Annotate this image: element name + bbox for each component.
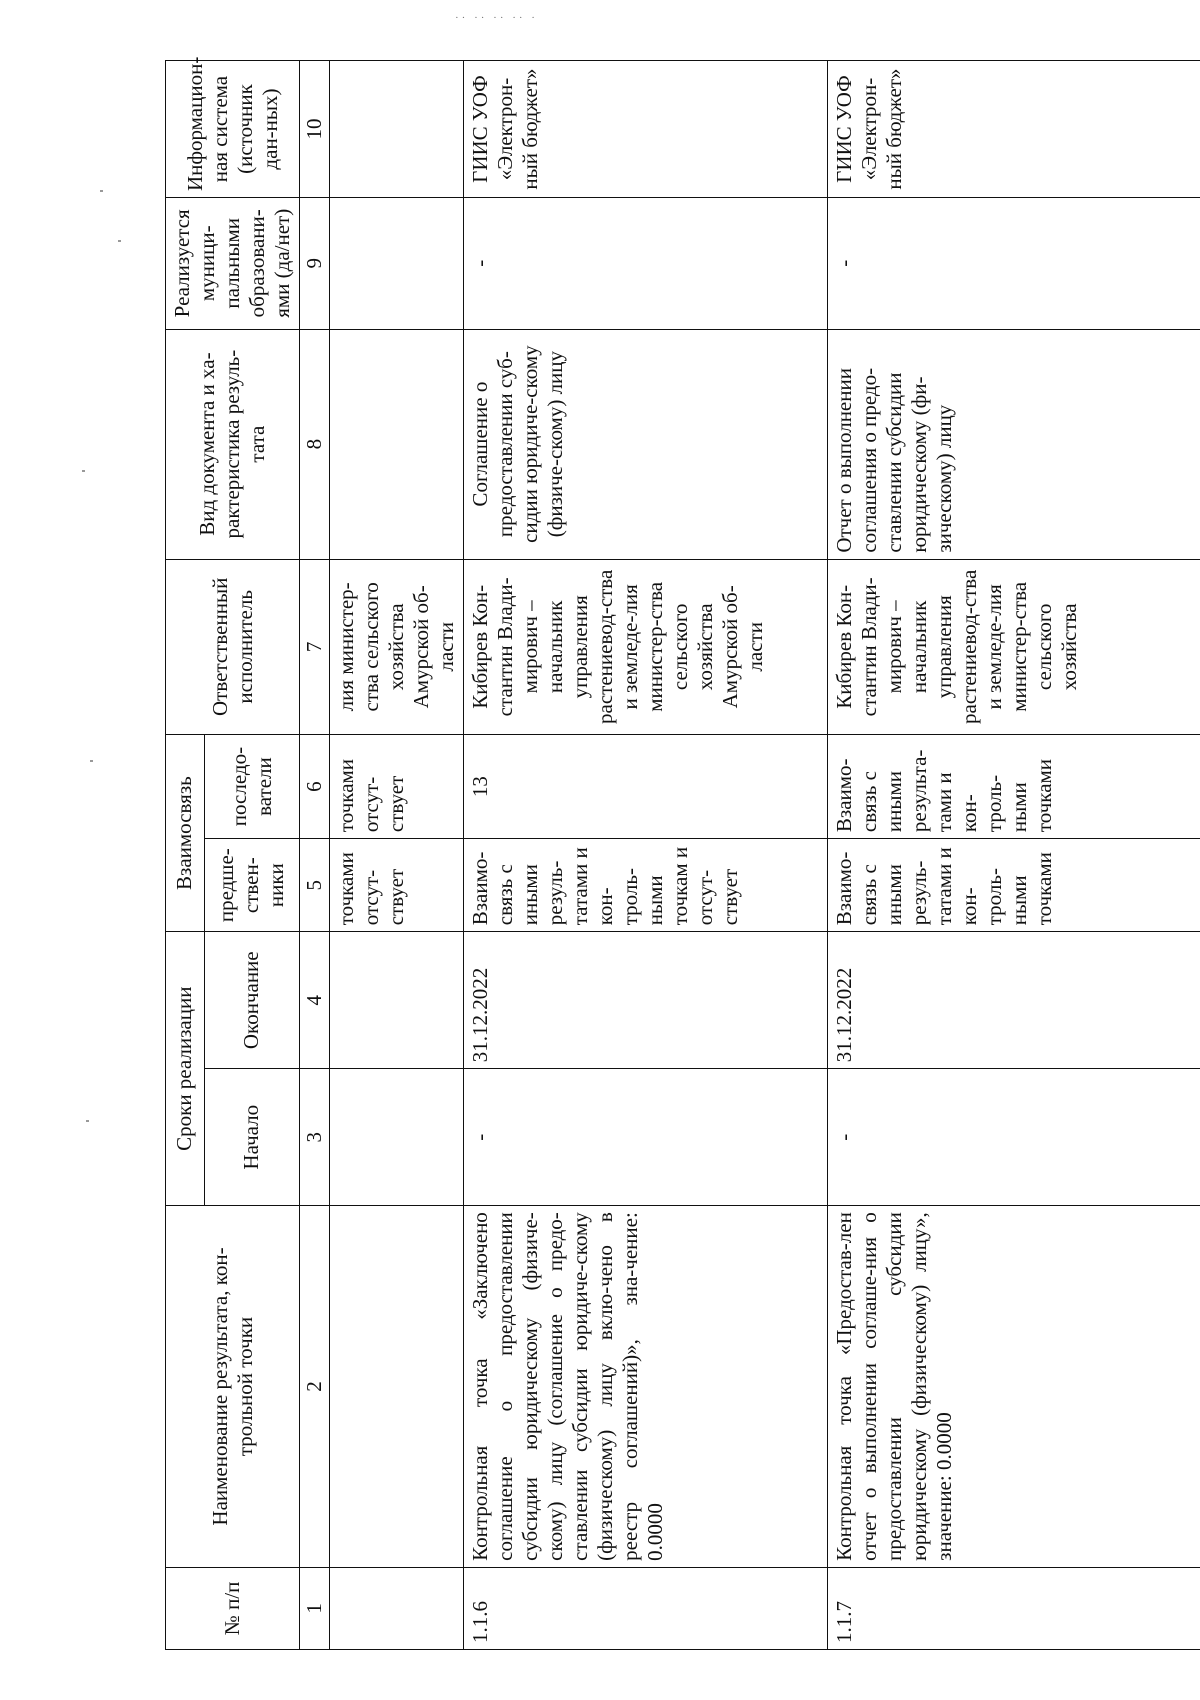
cell-info-system: ГИИС УОФ «Электрон-ный бюджет» [464, 61, 828, 198]
cell-document: Отчет о выполнении соглашения о предо-ставлении субсидии юридическому (фи-зическому) лицу [828, 329, 1200, 559]
scan-dot [82, 470, 85, 472]
cell-responsible: лия министер-ства сельского хозяйства Амурской об-ласти [330, 559, 464, 734]
cell-end: 31.12.2022 [828, 932, 1200, 1069]
header-info-system: Информацион-ная система (источник дан-ных) [166, 61, 300, 198]
scan-dot [90, 760, 93, 762]
header-end: Окончание [204, 932, 299, 1069]
header-num: № п/п [166, 1567, 300, 1649]
cell-predecessors: точками отсут-ствует [330, 839, 464, 932]
col-number: 8 [300, 329, 330, 559]
scan-header-specks: ·· ·· ·· ·· · [455, 12, 538, 24]
header-link: Взаимосвязь [166, 735, 205, 932]
col-number: 6 [300, 735, 330, 839]
col-number: 4 [300, 932, 330, 1069]
col-number: 1 [300, 1567, 330, 1649]
cell-successors: Взаимо-связь с иными результа-тами и кон-троль-ными точками [828, 735, 1200, 839]
cell-responsible: Кибирев Кон-стантин Влади-мирович – начальник управления растениевод-ства и земледе-лия министер-ства сельского хозяйства [828, 559, 1200, 734]
cell-successors: 13 [464, 735, 828, 839]
header-terms: Сроки реализации [166, 932, 205, 1206]
col-number: 5 [300, 839, 330, 932]
cell-predecessors: Взаимо-связь с иными резуль-татами и кон-троль-ными точкам и отсут-ствует [464, 839, 828, 932]
header-responsible: Ответственный исполнитель [166, 559, 300, 734]
cell-info-system: ГИИС УОФ «Электрон-ный бюджет» [828, 61, 1200, 198]
table-cell [330, 61, 464, 198]
header-name: Наименование результата, кон-трольной точки [166, 1206, 300, 1568]
col-number: 7 [300, 559, 330, 734]
control-points-table [165, 56, 1200, 1650]
table-row-continuation [330, 61, 464, 1650]
table-cell [330, 329, 464, 559]
table-cell [330, 1206, 464, 1568]
col-number: 2 [300, 1206, 330, 1568]
scan-dot [118, 240, 121, 242]
table-row [828, 61, 1200, 1650]
cell-successors: точками отсут-ствует [330, 735, 464, 839]
cell-end: 31.12.2022 [464, 932, 828, 1069]
cell-start: - [828, 1069, 1200, 1206]
cell-num: 1.1.7 [828, 1567, 1200, 1649]
table-cell [330, 1069, 464, 1206]
cell-name: Контрольная точка «Заключено соглашение о предоставлении субсидии юридическому (физиче-скому) лицу (соглашение о предо-ставлении субсидии юридиче-скому (физическому) лицу вклю-чено в реестр соглашений)», зна-чение: 0.0000 [464, 1206, 828, 1568]
header-document: Вид документа и ха-рактеристика резуль-тата [166, 329, 300, 559]
header-start: Начало [204, 1069, 299, 1206]
rotated-page [165, 56, 1115, 1650]
col-number: 3 [300, 1069, 330, 1206]
cell-document: Соглашение о предоставлении суб-сидии юридиче-скому (физиче-скому) лицу [464, 329, 828, 559]
col-number: 9 [300, 198, 330, 330]
cell-responsible: Кибирев Кон-стантин Влади-мирович – начальник управления растениевод-ства и земледе-лия министер-ства сельского хозяйства Амурской об-ласти [464, 559, 828, 734]
cell-municipal: - [464, 198, 828, 330]
table-cell [330, 198, 464, 330]
table-row [464, 61, 828, 1650]
header-predecessors: предше-ствен-ники [204, 839, 299, 932]
cell-name: Контрольная точка «Предостав-лен отчет о выполнении соглаше-ния о предоставлении субсидии юридическому (физическому) лицу», значение: 0.0000 [828, 1206, 1200, 1568]
cell-start: - [464, 1069, 828, 1206]
cell-municipal: - [828, 198, 1200, 330]
scan-dot [100, 190, 103, 192]
table-cell [330, 932, 464, 1069]
cell-num: 1.1.6 [464, 1567, 828, 1649]
header-municipal: Реализуется муници-пальными образовани-ями (да/нет) [166, 198, 300, 330]
header-successors: последо-ватели [204, 735, 299, 839]
table-cell [330, 1567, 464, 1649]
scan-dot [86, 1120, 89, 1122]
col-number: 10 [300, 61, 330, 198]
cell-predecessors: Взаимо-связь с иными резуль-татами и кон-троль-ными точками [828, 839, 1200, 932]
